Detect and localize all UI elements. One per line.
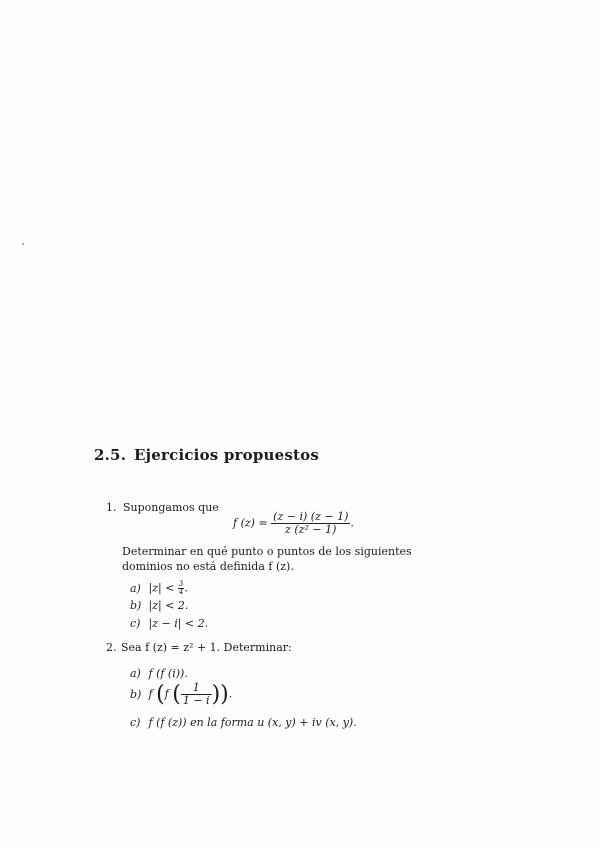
item-expr-end: . — [228, 687, 233, 701]
exercise-2-item-c — [130, 716, 357, 729]
left-paren: ( — [156, 682, 165, 707]
item-fraction-denominator: 1 − i — [182, 694, 210, 707]
exercise-1-number: 1. — [106, 501, 117, 514]
exercise-2-number: 2. — [106, 641, 117, 654]
item-label: a) — [130, 581, 141, 595]
formula-lhs: f (z) = — [233, 516, 268, 530]
section-title: Ejercicios propuestos — [134, 446, 319, 464]
exercise-1-item-b — [130, 599, 188, 612]
item-label: c) — [130, 716, 141, 729]
right-paren-inner: ) — [211, 682, 221, 707]
item-label: a) — [130, 667, 141, 680]
exercise-2-item-b — [130, 682, 232, 707]
exercise-1-intro: Supongamos que — [123, 501, 219, 514]
item-fraction-denominator: 4 — [178, 588, 184, 596]
item-fraction-numerator: 3 — [178, 580, 184, 588]
formula-denominator: z (z² − 1) — [285, 523, 337, 536]
formula-end: . — [350, 516, 354, 530]
left-paren-inner: ( — [172, 682, 181, 707]
item-text: f (f (z)) en la forma u (x, y) + iv (x, y). — [148, 716, 357, 729]
section-heading — [94, 446, 319, 464]
exercise-1-formula — [233, 511, 354, 536]
exercise-1-item-a — [130, 581, 188, 596]
section-number: 2.5. — [94, 446, 127, 464]
item-label: b) — [130, 599, 142, 612]
item-expr-start: f — [148, 687, 153, 701]
formula-numerator: (z − i) (z − 1) — [273, 510, 349, 523]
item-text: f (f (i)). — [148, 667, 188, 680]
item-fraction — [181, 682, 212, 707]
inner-function: f — [164, 687, 169, 701]
exercise-1-item-c — [130, 617, 208, 630]
item-label: b) — [130, 687, 142, 701]
item-fraction-numerator: 1 — [181, 682, 212, 695]
exercise-2-item-a — [130, 667, 188, 680]
item-text: |z| < 2. — [148, 599, 189, 612]
item-expr-end: . — [184, 581, 188, 595]
item-text: |z − i| < 2. — [148, 617, 209, 630]
formula-fraction — [271, 511, 350, 536]
exercise-2-intro: Sea f (z) = z² + 1. Determinar: — [121, 641, 292, 654]
exercise-1-question: Determinar en qué punto o puntos de los siguientes dominios no está definida f (z). — [122, 545, 412, 573]
item-label: c) — [130, 617, 141, 630]
scan-speck — [22, 243, 24, 245]
right-paren: ) — [220, 682, 229, 707]
item-expr-start: |z| < — [148, 581, 175, 595]
